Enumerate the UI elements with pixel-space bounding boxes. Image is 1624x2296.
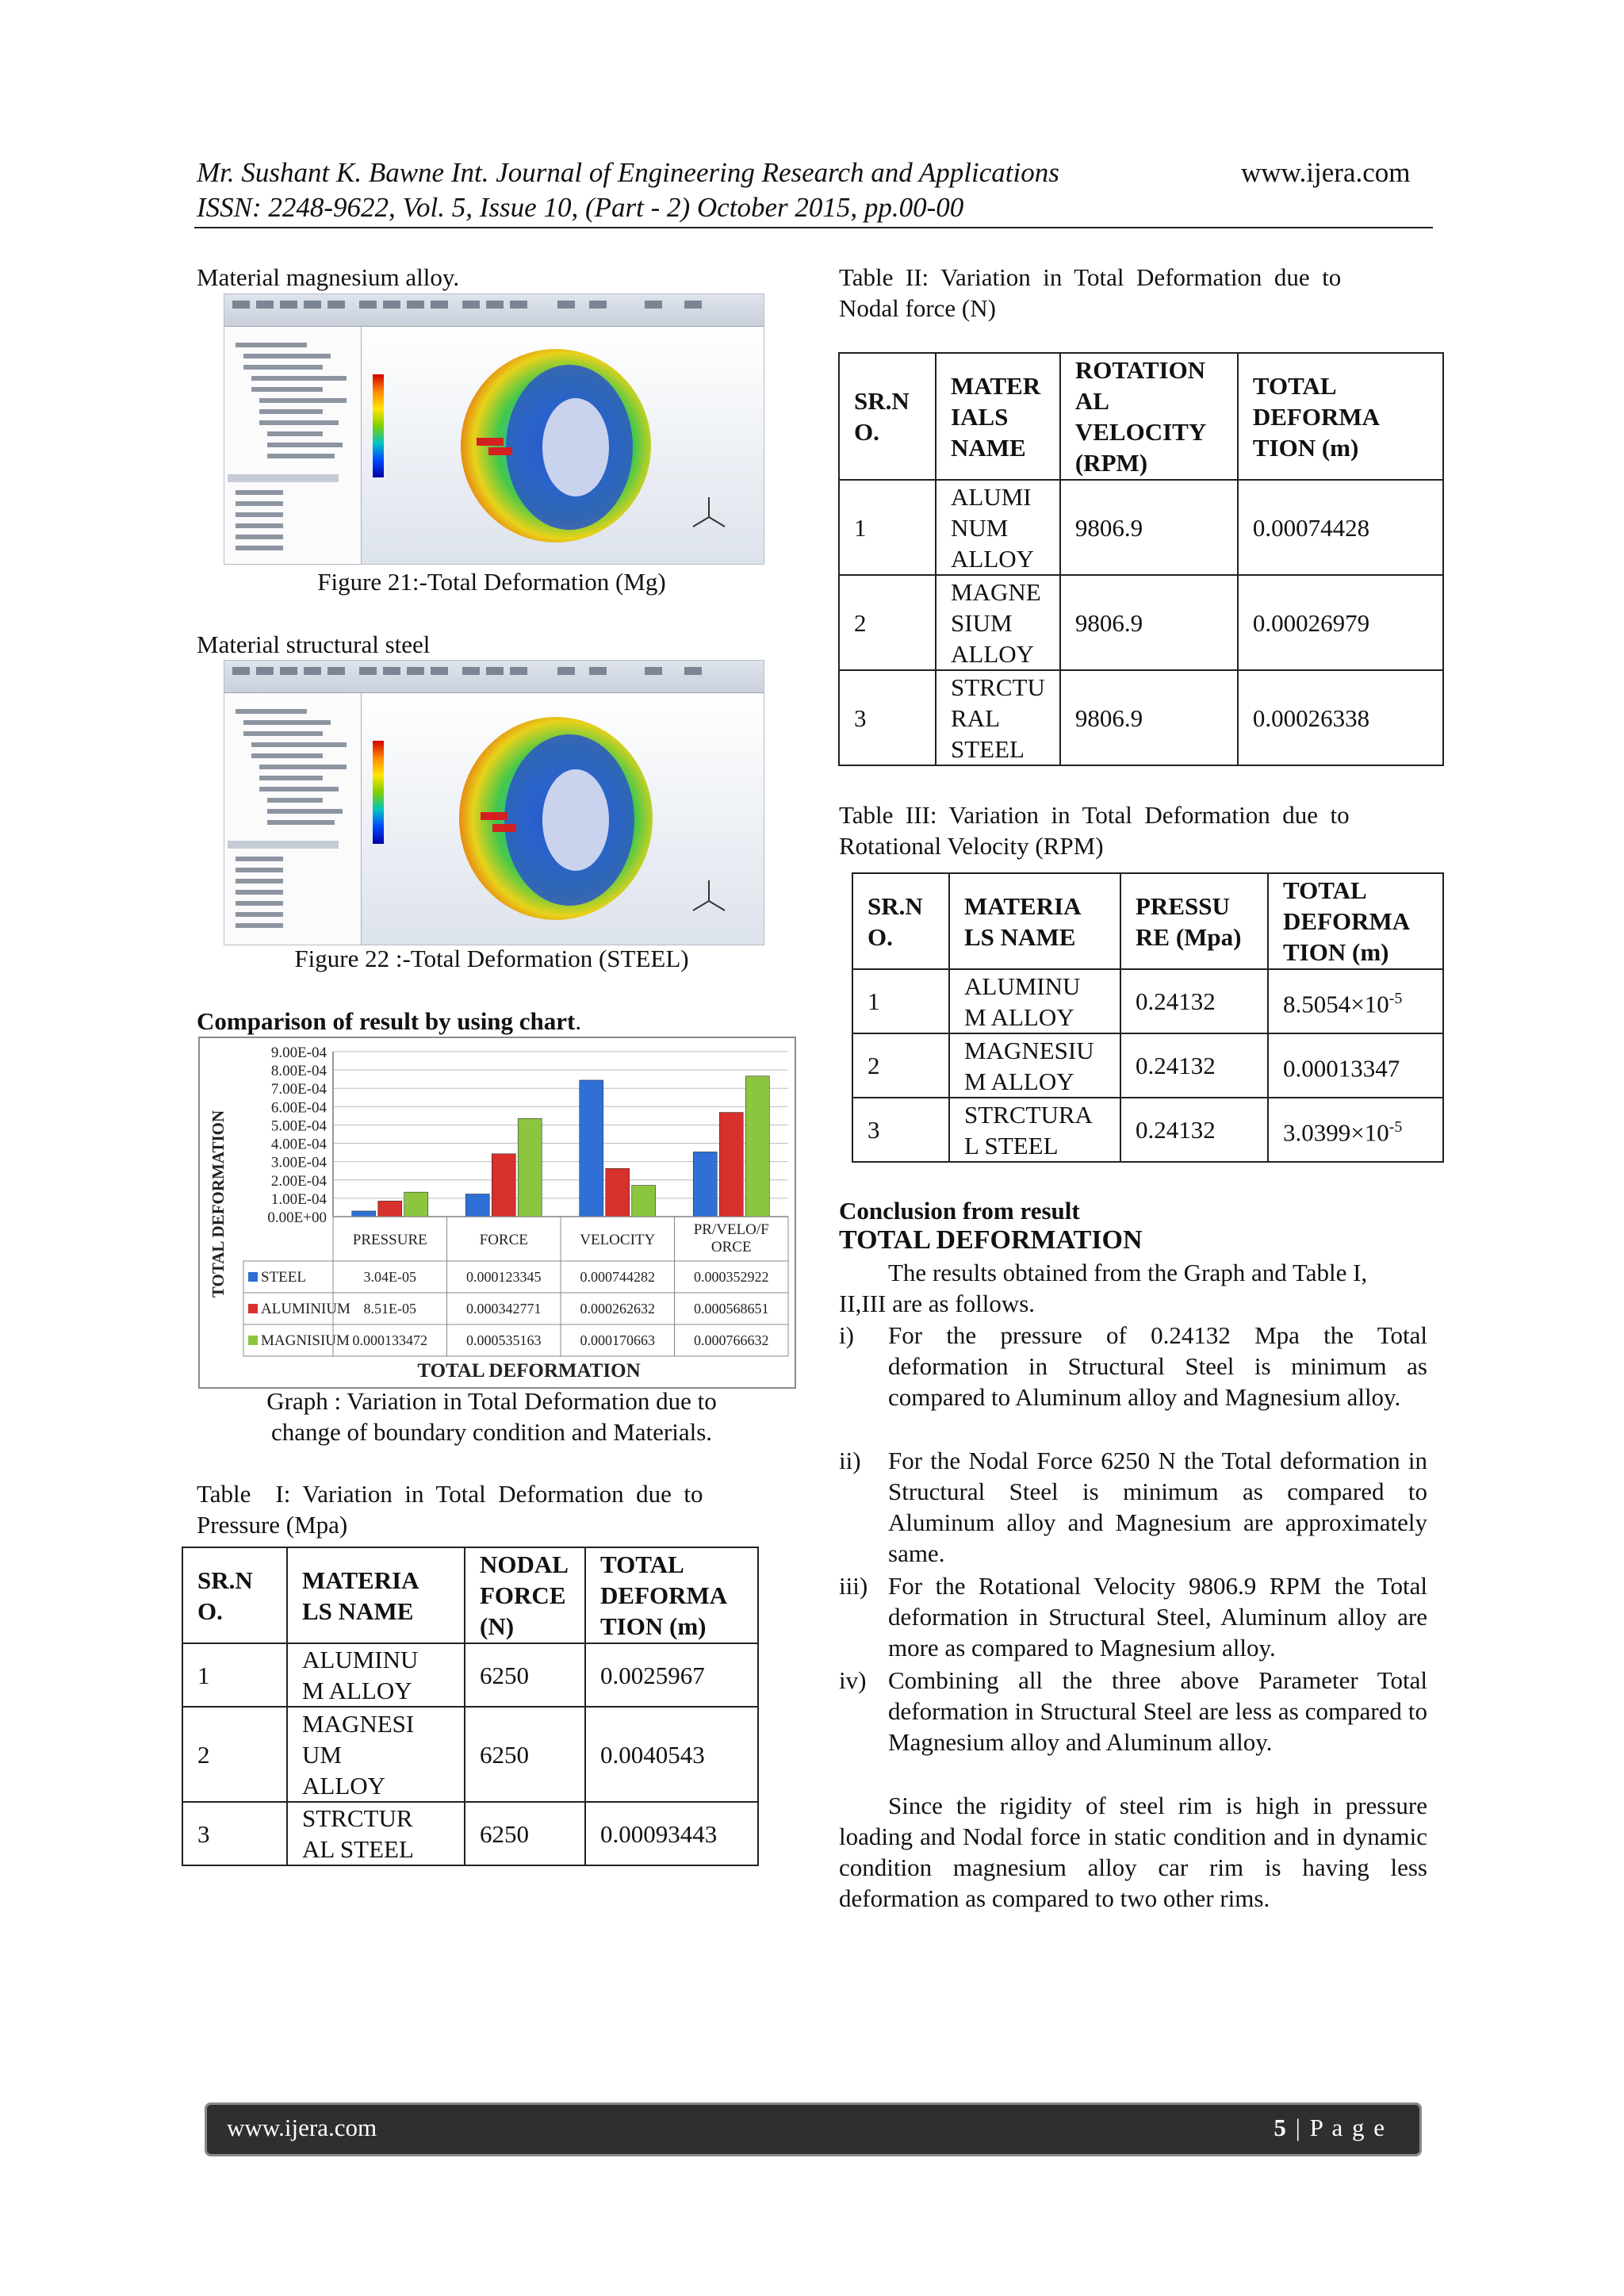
- table-header-cell: MATERIA LS NAME: [949, 873, 1120, 969]
- chart-bar: [580, 1080, 603, 1217]
- table-1: [182, 1547, 759, 1866]
- header-rule: [194, 227, 1433, 228]
- table2-title-line1: Table II: Variation in Total Deformation due to: [839, 263, 1342, 291]
- table-cell-sr: 3: [182, 1802, 287, 1865]
- table-row: [182, 1802, 758, 1865]
- table-cell-sr: 1: [839, 480, 936, 575]
- chart-y-tick-label: 8.00E-04: [270, 1063, 327, 1080]
- conclusion-heading: Conclusion from result: [839, 1197, 1080, 1225]
- chart-data-label: 0.000744282: [580, 1269, 655, 1285]
- table-cell-deformation: 0.00013347: [1268, 1033, 1443, 1098]
- chart-bar: [465, 1194, 489, 1217]
- comparison-heading-period: .: [575, 1007, 582, 1035]
- table-row: [852, 969, 1443, 1033]
- table-row: [852, 1098, 1443, 1162]
- table-cell-deformation: 0.0025967: [585, 1643, 758, 1707]
- table-cell-material: MAGNE SIUM ALLOY: [936, 575, 1060, 670]
- table-cell-sr: 2: [182, 1707, 287, 1802]
- table-header-cell: MATER IALS NAME: [936, 353, 1060, 480]
- table-row: [182, 1707, 758, 1802]
- conclusion-intro-line1: The results obtained from the Graph and Table I,: [888, 1259, 1368, 1286]
- chart-legend-label: ALUMINIUM: [261, 1301, 350, 1317]
- chart-data-label: 0.000170663: [580, 1332, 655, 1348]
- outline-tree: [224, 327, 362, 564]
- figure-toolbar: [224, 294, 764, 327]
- table-row: [839, 670, 1443, 765]
- running-header-line1: Mr. Sushant K. Bawne Int. Journal of Engineering Research and Applications: [197, 157, 1059, 188]
- table-cell-deformation: 0.00026338: [1238, 670, 1443, 765]
- table-cell-sr: 1: [182, 1643, 287, 1707]
- chart-x-tick-label: FORCE: [479, 1232, 528, 1248]
- table-cell-material: ALUMINU M ALLOY: [287, 1643, 465, 1707]
- figure-toolbar: [224, 661, 764, 693]
- table2-title-line2: Nodal force (N): [839, 294, 996, 322]
- table-header-cell: SR.N O.: [839, 353, 936, 480]
- chart-bar: [693, 1152, 717, 1217]
- chart-x-tick-label: VELOCITY: [580, 1232, 656, 1248]
- table1-title-line2: Pressure (Mpa): [197, 1511, 348, 1539]
- table-cell-value: 9806.9: [1060, 480, 1238, 575]
- deformation-chart: [198, 1037, 796, 1389]
- model-viewport: [362, 327, 764, 564]
- table-header-cell: SR.N O.: [852, 873, 949, 969]
- table-header-cell: TOTAL DEFORMA TION (m): [585, 1547, 758, 1643]
- chart-y-tick-label: 6.00E-04: [270, 1099, 327, 1117]
- header-website[interactable]: www.ijera.com: [1241, 157, 1411, 188]
- chart-y-tick-label: 7.00E-04: [270, 1081, 327, 1098]
- chart-legend-swatch: [248, 1272, 258, 1282]
- chart-legend-swatch: [248, 1304, 258, 1313]
- list-item-number: iii): [839, 1572, 868, 1600]
- table-row: [852, 1033, 1443, 1098]
- total-deformation-heading: TOTAL DEFORMATION: [839, 1225, 1143, 1255]
- table-header-cell: MATERIA LS NAME: [287, 1547, 465, 1643]
- closing-paragraph: Since the rigidity of steel rim is high in pressure loading and Nodal force in static condition and in dynamic condition magnesium alloy car rim is having less deformation as compared to two other rims.: [839, 1792, 1427, 1912]
- table-cell-deformation: $8.5054\times 10^{-5}$: [1268, 969, 1443, 1033]
- table-cell-material: MAGNESI UM ALLOY: [287, 1707, 465, 1802]
- figure-22-caption: Figure 22 :-Total Deformation (STEEL): [294, 945, 689, 972]
- list-item-text: For the pressure of 0.24132 Mpa the Total deformation in Structural Steel is minimum as compared to Aluminum alloy and Magnesium alloy.: [888, 1321, 1427, 1411]
- chart-data-label: 0.000352922: [694, 1269, 769, 1285]
- table-cell-value: 6250: [465, 1643, 585, 1707]
- list-item-text: For the Nodal Force 6250 N the Total deformation in Structural Steel is minimum as compared to Aluminum alloy and Magnesium are approximately same.: [888, 1447, 1427, 1567]
- table-cell-sr: 3: [852, 1098, 949, 1162]
- list-item-text: Combining all the three above Parameter Total deformation in Structural Steel are less as compared to Magnesium alloy and Aluminum alloy.: [888, 1666, 1427, 1756]
- table-header-cell: PRESSU RE (Mpa): [1120, 873, 1268, 969]
- table-cell-deformation: 0.00074428: [1238, 480, 1443, 575]
- table-cell-material: STRCTURA L STEEL: [949, 1098, 1120, 1162]
- chart-data-label: 0.000766632: [694, 1332, 769, 1348]
- page-footer: [205, 2102, 1422, 2156]
- table-header-row: [852, 873, 1443, 969]
- chart-x-tick-label: PR/VELO/F: [693, 1221, 769, 1238]
- mg-heading: Material magnesium alloy.: [197, 263, 460, 291]
- list-item-number: iv): [839, 1666, 867, 1694]
- wheel-deformation-model: [362, 327, 758, 557]
- chart-x-axis-title: TOTAL DEFORMATION: [417, 1360, 641, 1382]
- footer-page-number: 5 | P a g e: [1274, 2114, 1386, 2141]
- comparison-heading: [197, 1006, 581, 1037]
- table-cell-sr: 1: [852, 969, 949, 1033]
- table-header-cell: TOTAL DEFORMA TION (m): [1268, 873, 1443, 969]
- figure-21-caption: Figure 21:-Total Deformation (Mg): [317, 568, 666, 596]
- table-cell-value: 6250: [465, 1802, 585, 1865]
- chart-y-tick-label: 2.00E-04: [270, 1172, 327, 1190]
- chart-bar: [719, 1113, 743, 1217]
- chart-legend-swatch: [248, 1336, 258, 1345]
- table-cell-value: 9806.9: [1060, 670, 1238, 765]
- chart-data-label: 0.000342771: [466, 1301, 542, 1317]
- figure-21-image: [224, 293, 764, 565]
- list-item-number: i): [839, 1321, 854, 1349]
- running-header-line2: ISSN: 2248-9622, Vol. 5, Issue 10, (Part - 2) October 2015, pp.00-00: [197, 192, 964, 223]
- chart-data-label: 0.000568651: [694, 1301, 769, 1317]
- wheel-deformation-model: [362, 693, 758, 939]
- table-header-row: [182, 1547, 758, 1643]
- list-item-text: For the Rotational Velocity 9806.9 RPM the Total deformation in Structural Steel, Aluminum alloy are more as compared to Magnesium alloy.: [888, 1572, 1427, 1662]
- chart-y-tick-label: 3.00E-04: [270, 1154, 327, 1171]
- table-header-cell: NODAL FORCE (N): [465, 1547, 585, 1643]
- chart-data-label: 3.04E-05: [363, 1269, 416, 1285]
- table-cell-material: ALUMINU M ALLOY: [949, 969, 1120, 1033]
- table-cell-deformation: 0.0040543: [585, 1707, 758, 1802]
- table-cell-deformation: 0.00026979: [1238, 575, 1443, 670]
- comparison-heading-text: Comparison of result by using chart: [197, 1007, 576, 1035]
- footer-website[interactable]: www.ijera.com: [227, 2114, 377, 2141]
- table-cell-material: STRCTUR AL STEEL: [287, 1802, 465, 1865]
- chart-bar: [352, 1211, 376, 1217]
- table-cell-sr: 3: [839, 670, 936, 765]
- chart-bar: [492, 1154, 515, 1217]
- figure-22-image: [224, 660, 764, 945]
- chart-y-tick-label: 4.00E-04: [270, 1136, 327, 1153]
- chart-bar: [378, 1201, 402, 1217]
- table-row: [839, 575, 1443, 670]
- table-cell-value: 6250: [465, 1707, 585, 1802]
- table-header-cell: ROTATION AL VELOCITY (RPM): [1060, 353, 1238, 480]
- table-cell-sr: 2: [852, 1033, 949, 1098]
- chart-data-label: 0.000123345: [466, 1269, 542, 1285]
- table-header-cell: SR.N O.: [182, 1547, 287, 1643]
- graph-caption-line2: change of boundary condition and Materials.: [270, 1418, 713, 1446]
- chart-bar: [606, 1168, 630, 1217]
- table-cell-material: ALUMI NUM ALLOY: [936, 480, 1060, 575]
- chart-data-label: 0.000535163: [466, 1332, 542, 1348]
- chart-legend-label: STEEL: [261, 1269, 306, 1286]
- chart-y-tick-label: 0.00E+00: [267, 1209, 327, 1226]
- conclusion-intro-line2: II,III are as follows.: [839, 1290, 1036, 1317]
- chart-y-axis-title: TOTAL DEFORMATION: [209, 1110, 228, 1298]
- chart-svg: [200, 1038, 795, 1387]
- table-header-row: [839, 353, 1443, 480]
- table3-title-line1: Table III: Variation in Total Deformation due to: [839, 801, 1350, 829]
- table-cell-sr: 2: [839, 575, 936, 670]
- chart-legend-label: MAGNISIUM: [261, 1332, 350, 1349]
- chart-bar: [518, 1118, 542, 1217]
- table-row: [839, 480, 1443, 575]
- table-row: [182, 1643, 758, 1707]
- table-3: [852, 872, 1444, 1163]
- steel-heading: Material structural steel: [197, 631, 431, 658]
- table-cell-deformation: 0.00093443: [585, 1802, 758, 1865]
- table-cell-material: STRCTU RAL STEEL: [936, 670, 1060, 765]
- model-viewport: [362, 693, 764, 945]
- table-header-cell: TOTAL DEFORMA TION (m): [1238, 353, 1443, 480]
- chart-y-tick-label: 9.00E-04: [270, 1045, 327, 1061]
- outline-tree: [224, 693, 362, 945]
- graph-caption-line1: Graph : Variation in Total Deformation due to: [266, 1387, 717, 1415]
- table-2: [838, 352, 1444, 766]
- list-item-number: ii): [839, 1447, 861, 1474]
- chart-x-tick-label: PRESSURE: [352, 1232, 427, 1248]
- table-cell-value: 0.24132: [1120, 969, 1268, 1033]
- chart-y-tick-label: 1.00E-04: [270, 1190, 327, 1208]
- table-cell-value: 0.24132: [1120, 1098, 1268, 1162]
- table-cell-deformation: $3.0399\times 10^{-5}$: [1268, 1098, 1443, 1162]
- chart-bar: [632, 1186, 656, 1217]
- chart-data-label: 0.000133472: [352, 1332, 427, 1348]
- table-cell-value: 9806.9: [1060, 575, 1238, 670]
- table-cell-value: 0.24132: [1120, 1033, 1268, 1098]
- table3-title-line2: Rotational Velocity (RPM): [839, 832, 1104, 860]
- table-cell-material: MAGNESIU M ALLOY: [949, 1033, 1120, 1098]
- chart-x-tick-label: ORCE: [710, 1239, 752, 1255]
- table1-title-line1: Table I: Variation in Total Deformation due to: [197, 1480, 703, 1508]
- chart-bar: [404, 1192, 428, 1217]
- chart-data-label: 8.51E-05: [363, 1301, 416, 1317]
- chart-y-tick-label: 5.00E-04: [270, 1117, 327, 1135]
- chart-data-label: 0.000262632: [580, 1301, 655, 1317]
- chart-bar: [745, 1076, 769, 1217]
